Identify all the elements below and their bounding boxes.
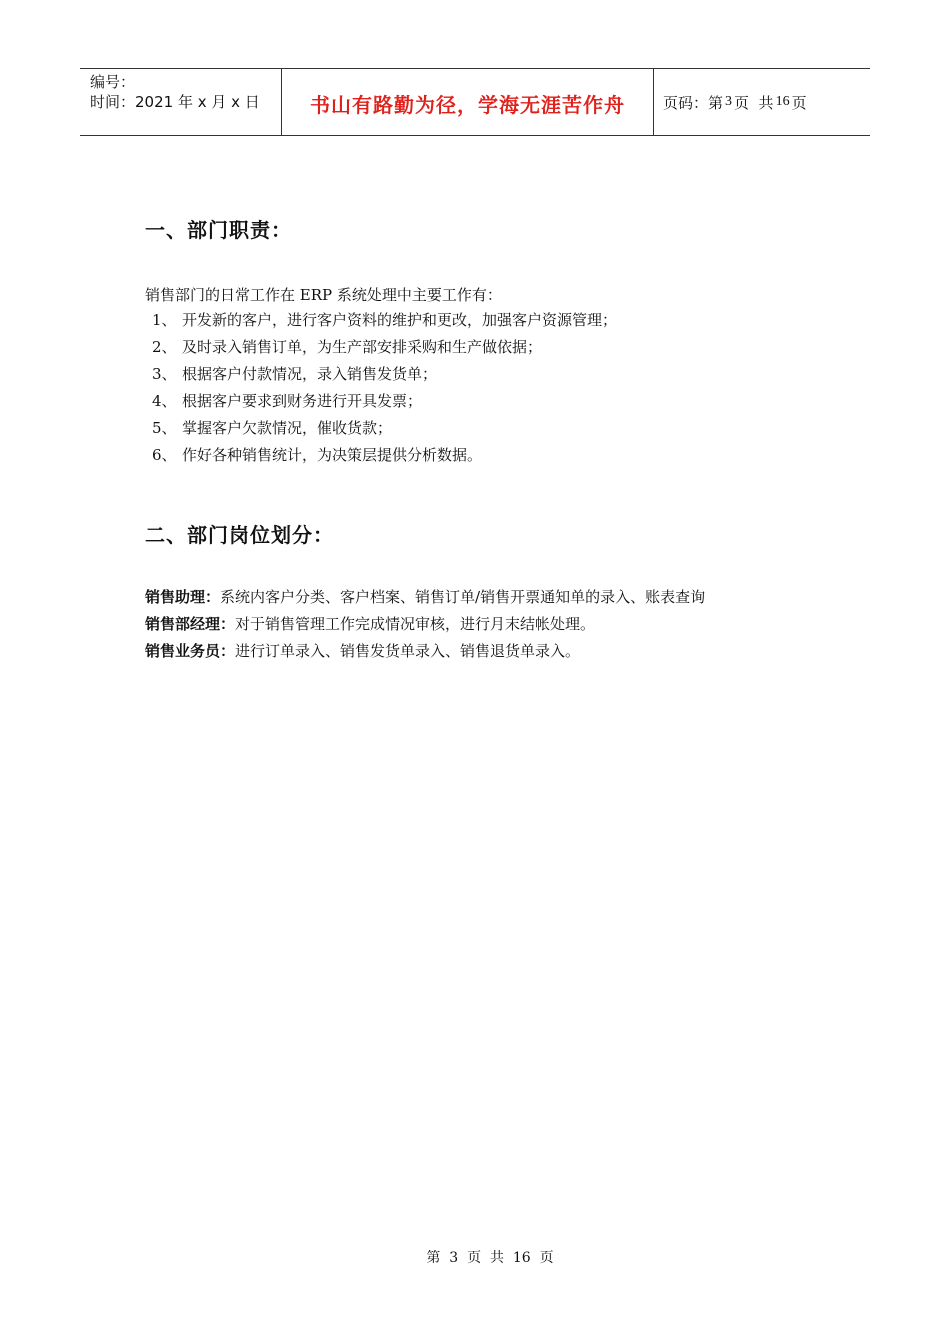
list-item-text: 开发新的客户，进行客户资料的维护和更改，加强客户资源管理； xyxy=(182,311,618,329)
header-motto-cell xyxy=(282,69,654,135)
page-footer: 第 3 页 共 16 页 xyxy=(426,1250,554,1266)
list-item-number: 2、 xyxy=(152,338,177,356)
list-item xyxy=(152,365,617,392)
list-item-number: 4、 xyxy=(152,392,177,410)
role-row xyxy=(145,588,705,615)
role-desc: 进行订单录入、销售发货单录入、销售退货单录入。 xyxy=(235,642,581,660)
header-meta-cell xyxy=(80,69,282,135)
list-item-number: 5、 xyxy=(152,419,177,437)
section1-heading: 一、部门职责： xyxy=(145,218,292,242)
list-item xyxy=(152,338,617,365)
list-item-text: 根据客户付款情况，录入销售发货单； xyxy=(182,365,438,383)
role-row xyxy=(145,642,705,669)
role-desc: 系统内客户分类、客户档案、销售订单/销售开票通知单的录入、账表查询 xyxy=(220,588,706,606)
duty-list xyxy=(152,311,617,473)
list-item-number: 6、 xyxy=(152,446,177,464)
list-item xyxy=(152,311,617,338)
list-item-text: 作好各种销售统计，为决策层提供分析数据。 xyxy=(182,446,483,464)
list-item-number: 1、 xyxy=(152,311,177,329)
list-item xyxy=(152,419,617,446)
motto-text: 书山有路勤为径，学海无涯苦作舟 xyxy=(310,92,625,117)
role-name: 销售业务员： xyxy=(145,642,236,660)
serial-label: 编号： xyxy=(90,73,136,91)
role-row xyxy=(145,615,705,642)
list-item-text: 及时录入销售订单，为生产部安排采购和生产做依据； xyxy=(182,338,543,356)
list-item-text: 掌握客户欠款情况，催收货款； xyxy=(182,419,393,437)
header-page-cell xyxy=(654,69,870,135)
role-desc: 对于销售管理工作完成情况审核，进行月末结帐处理。 xyxy=(235,615,596,633)
header-table xyxy=(80,68,870,136)
page-current: 3 xyxy=(725,94,733,109)
page-suffix: 页 xyxy=(791,93,807,112)
page-mid: 页 共 xyxy=(734,93,774,112)
page-prefix: 页码：第 xyxy=(663,93,724,112)
list-item xyxy=(152,392,617,419)
list-item xyxy=(152,446,617,473)
list-item-text: 根据客户要求到财务进行开具发票； xyxy=(182,392,423,410)
role-list xyxy=(145,588,705,669)
section2-heading: 二、部门岗位划分： xyxy=(145,523,334,547)
role-name: 销售部经理： xyxy=(145,615,236,633)
page-total: 16 xyxy=(775,94,790,109)
section1-intro: 销售部门的日常工作在 ERP 系统处理中主要工作有： xyxy=(145,286,502,304)
role-name: 销售助理： xyxy=(145,588,221,606)
list-item-number: 3、 xyxy=(152,365,177,383)
time-label: 时间：2021 年 x 月 x 日 xyxy=(90,93,260,111)
